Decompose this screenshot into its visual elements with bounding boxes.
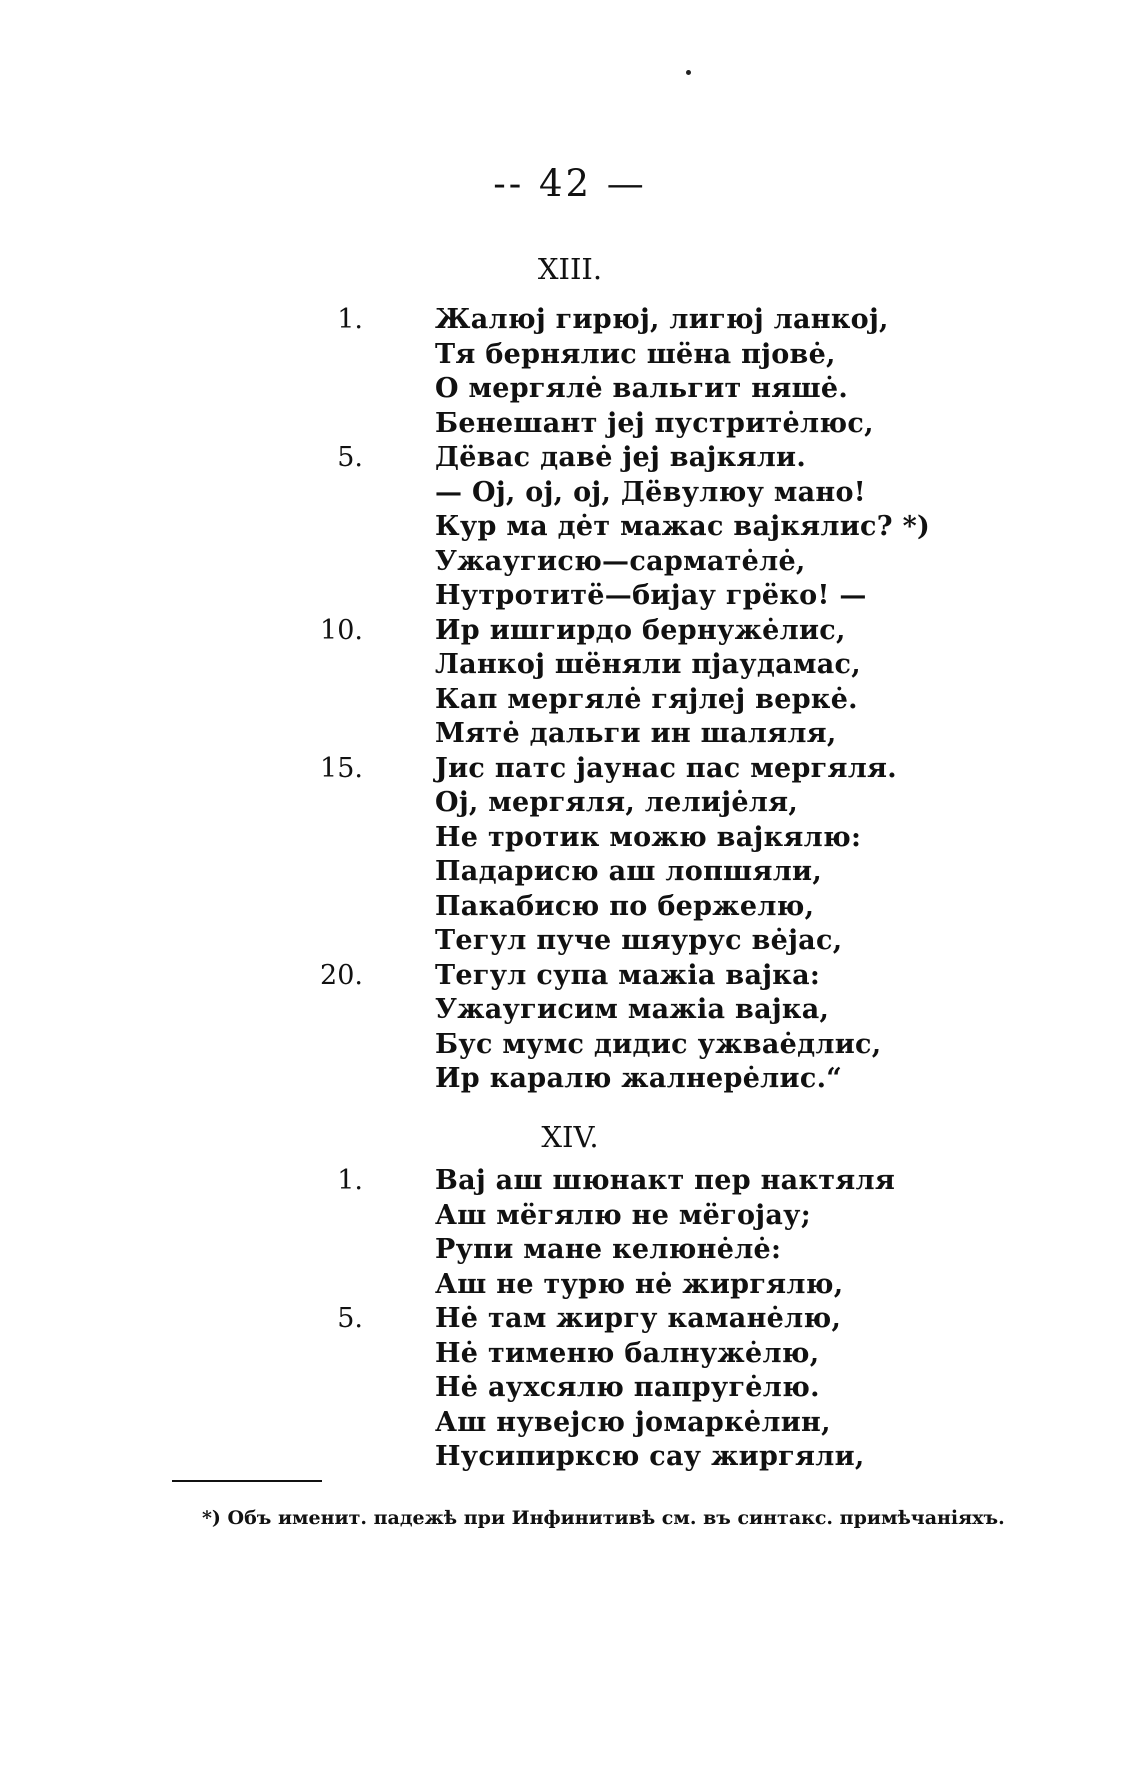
- verse-line: [375, 545, 1095, 580]
- line-number: 5.: [337, 442, 363, 473]
- verse-line: [375, 821, 1095, 856]
- verse-text: Бус мумс дидис ужваėдлис,: [435, 1028, 882, 1060]
- line-number: 20.: [320, 959, 363, 991]
- verse-line: [375, 1440, 1095, 1475]
- verse-text: Кур ма дėт мажас вајкялис? *): [435, 511, 931, 542]
- verse-text: Јис патс јаунас пас мергяля.: [435, 752, 897, 784]
- section-heading-xiv: XIV.: [541, 1120, 599, 1154]
- poem-xiii: [320, 303, 1095, 1097]
- verse-line: [337, 303, 1095, 338]
- verse-line: [337, 1302, 1095, 1337]
- verse-text: Ужаугисим мажіа вајка,: [435, 994, 830, 1025]
- verse-line: [375, 476, 1095, 511]
- line-number: 1.: [337, 1165, 363, 1196]
- verse-text: Аш мёгялю не мёгојау;: [435, 1199, 811, 1231]
- section-heading-xiii: XIII.: [537, 252, 603, 286]
- verse-text: Ој, мергяля, лелијėля,: [435, 787, 799, 818]
- verse-text: Аш не турю нė жиргялю,: [435, 1268, 844, 1300]
- verse-text: Ланкој шёняли пјаудамас,: [435, 649, 861, 680]
- verse-line: [320, 614, 1095, 649]
- verse-line: [375, 1337, 1095, 1372]
- verse-text: Жалюј гирюј, лигюј ланкој,: [435, 304, 889, 335]
- line-number: 5.: [337, 1303, 363, 1334]
- verse-text: О мергялė вальгит няшė.: [435, 373, 849, 404]
- verse-text: Вај аш шюнакт пер нактяля: [435, 1165, 896, 1196]
- verse-text: — Ој, ој, ој, Дёвулюу мано!: [435, 476, 866, 508]
- verse-text: Тегул супа мажіа вајка:: [435, 959, 821, 991]
- line-number: 1.: [337, 304, 363, 335]
- line-number: 10.: [320, 614, 363, 646]
- verse-line: [375, 1028, 1095, 1063]
- verse-line: [320, 959, 1095, 994]
- verse-line: [375, 855, 1095, 890]
- verse-text: Нė там жиргу каманėлю,: [435, 1303, 842, 1334]
- verse-text: Ир ишгирдо бернужėлис,: [435, 614, 846, 646]
- verse-text: Падарисю аш лопшяли,: [435, 856, 823, 887]
- verse-line: [375, 1406, 1095, 1441]
- verse-line: [375, 407, 1095, 442]
- verse-text: Аш нувејсю јомаркėлин,: [435, 1406, 831, 1438]
- verse-line: [375, 338, 1095, 373]
- verse-text: Мятė дальги ин шаляля,: [435, 718, 837, 749]
- page-number: -- 42 —: [493, 162, 647, 205]
- verse-line: [320, 752, 1095, 787]
- verse-text: Дёвас давė јеј вајкяли.: [435, 442, 807, 473]
- verse-line: [375, 510, 1095, 545]
- footnote-rule: [172, 1480, 322, 1482]
- verse-line: [375, 717, 1095, 752]
- verse-text: Не тротик можю вајкялю:: [435, 821, 862, 853]
- verse-line: [375, 579, 1095, 614]
- verse-text: Нутротитё—бијау грёко! —: [435, 580, 867, 611]
- verse-line: [337, 1164, 1095, 1199]
- verse-text: Рупи мане келюнėлė:: [435, 1234, 782, 1265]
- verse-line: [375, 924, 1095, 959]
- verse-line: [375, 786, 1095, 821]
- verse-line: [375, 1062, 1095, 1097]
- verse-text: Ир каралю жалнерėлис.“: [435, 1063, 843, 1094]
- verse-text: Нусипиркcю сау жиргяли,: [435, 1441, 865, 1472]
- verse-line: [375, 648, 1095, 683]
- verse-text: Ужаугисю—сарматėлė,: [435, 545, 806, 577]
- verse-line: [375, 1199, 1095, 1234]
- poem-xiv: [337, 1164, 1095, 1475]
- verse-line: [375, 1233, 1095, 1268]
- verse-text: Нė аухсялю папругėлю.: [435, 1372, 820, 1403]
- verse-text: Пакабисю по бержелю,: [435, 890, 815, 922]
- verse-line: [375, 683, 1095, 718]
- footnote: *) Объ именит. падежѣ при Инфинитивѣ см. въ синтакс. примѣчаніяхъ.: [202, 1507, 1005, 1529]
- verse-text: Кап мергялė гяјлеј веркė.: [435, 683, 858, 715]
- verse-line: [337, 441, 1095, 476]
- verse-text: Тя бернялис шёна пјовė,: [435, 338, 836, 370]
- verse-text: Тегул пуче шяурус вėјас,: [435, 925, 843, 956]
- verse-text: Бенешант јеј пустритėлюс,: [435, 407, 874, 439]
- verse-line: [375, 890, 1095, 925]
- line-number: 15.: [320, 752, 363, 784]
- ink-speck: [686, 70, 691, 75]
- verse-line: [375, 1371, 1095, 1406]
- verse-line: [375, 372, 1095, 407]
- verse-text: Нė тименю балнужėлю,: [435, 1337, 820, 1369]
- verse-line: [375, 993, 1095, 1028]
- verse-line: [375, 1268, 1095, 1303]
